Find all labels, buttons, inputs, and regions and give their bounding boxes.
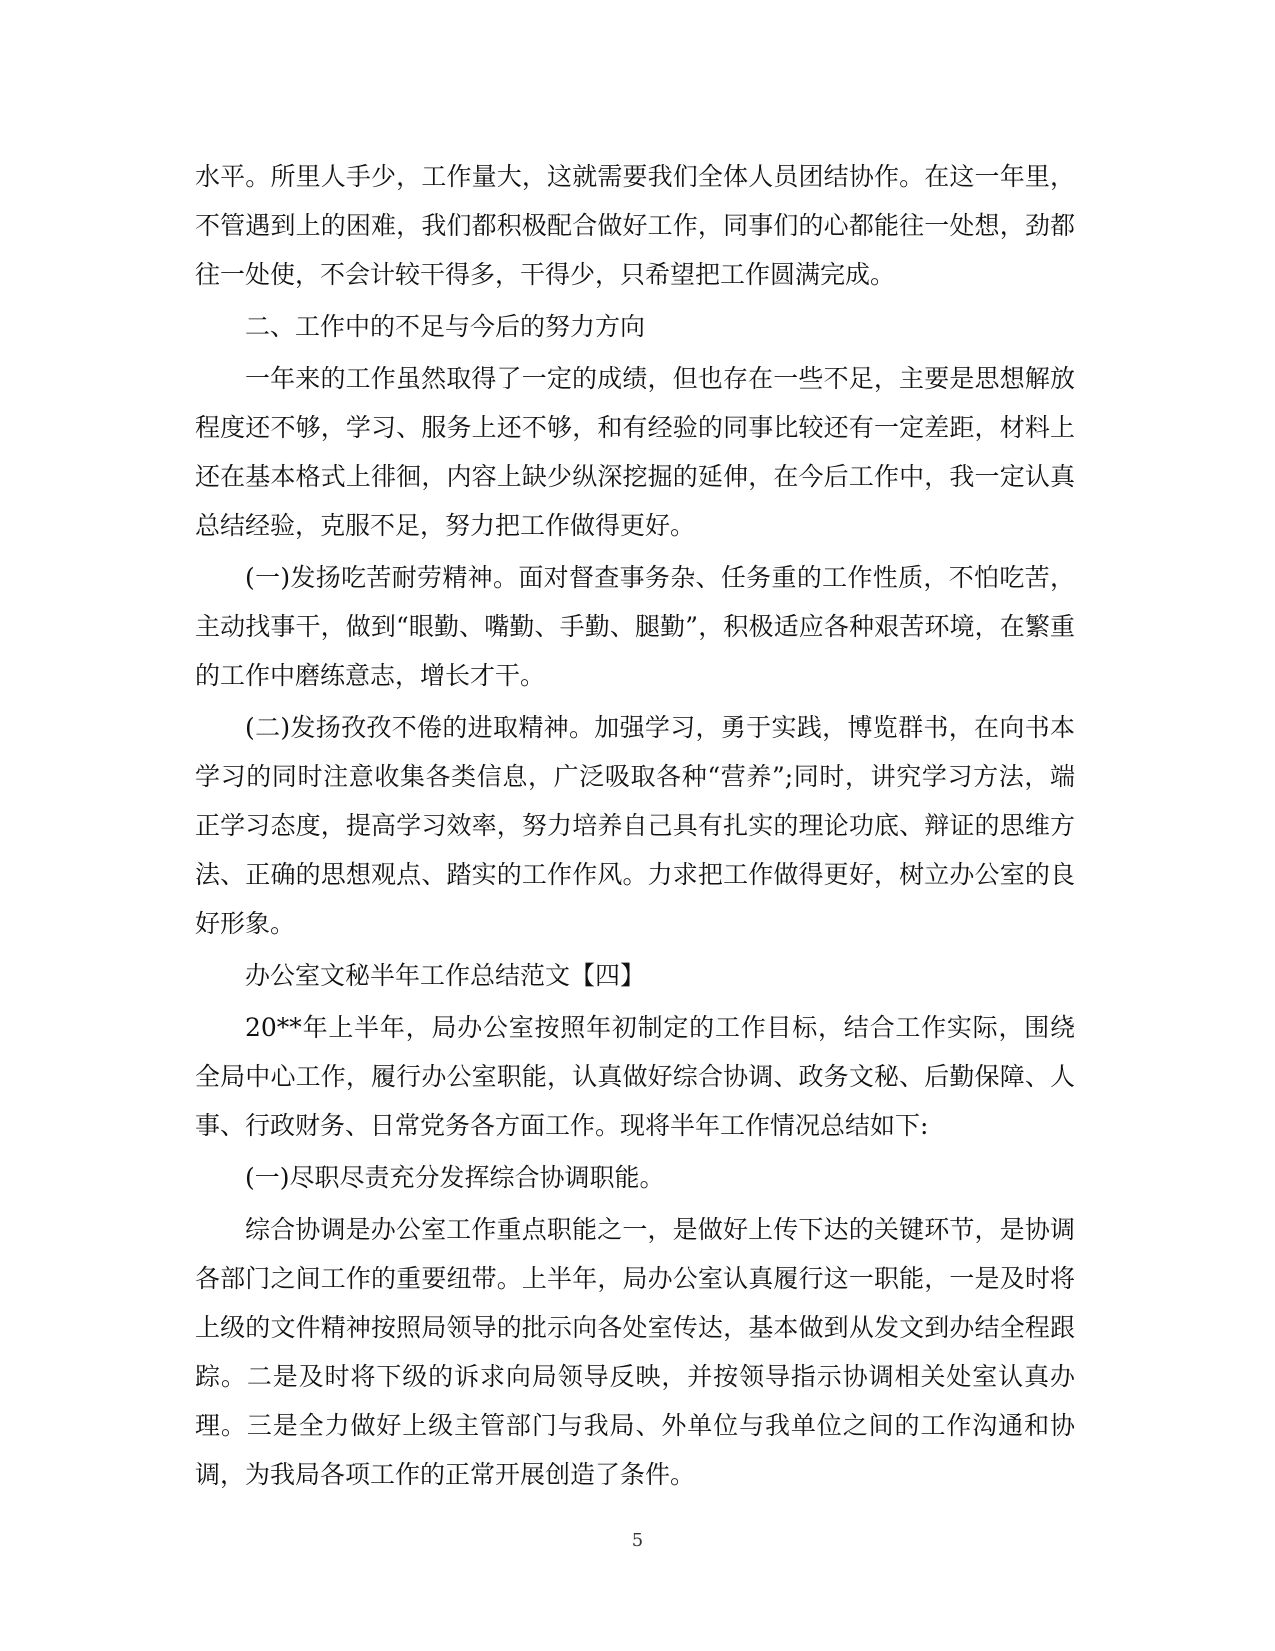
paragraph-enterprising-spirit: (二)发扬孜孜不倦的进取精神。加强学习，勇于实践，博览群书，在向书本学习的同时注意收集各类信息，广泛吸取各种“营养”;同时，讲究学习方法，端正学习态度，提高学习效率，努力培养自己具有扎实的理论功底、辩证的思维方法、正确的思想观点、踏实的工作作风。力求把工作做得更好，树立办公室的良好形象。 xyxy=(195,713,1075,938)
subheading-coordination: (一)尽职尽责充分发挥综合协调职能。 xyxy=(245,1163,665,1192)
paragraph-shortcomings: 一年来的工作虽然取得了一定的成绩，但也存在一些不足，主要是思想解放程度还不够，学习、服务上还不够，和有经验的同事比较还有一定差距，材料上还在基本格式上徘徊，内容上缺少纵深挖掘的延伸，在今后工作中，我一定认真总结经验，克服不足，努力把工作做得更好。 xyxy=(195,364,1075,540)
document-body xyxy=(195,152,1075,1502)
paragraph-half-year-intro: 20**年上半年，局办公室按照年初制定的工作目标，结合工作实际，围绕全局中心工作，履行办公室职能，认真做好综合协调、政务文秘、后勤保障、人事、行政财务、日常党务各方面工作。现将半年工作情况总结如下: xyxy=(195,1013,1075,1140)
article-title-four: 办公室文秘半年工作总结范文【四】 xyxy=(245,961,646,990)
paragraph-hardworking-spirit: (一)发扬吃苦耐劳精神。面对督查事务杂、任务重的工作性质，不怕吃苦，主动找事干，做到“眼勤、嘴勤、手勤、腿勤”，积极适应各种艰苦环境，在繁重的工作中磨练意志，增长才干。 xyxy=(195,563,1075,690)
page-number: 5 xyxy=(631,1530,644,1551)
paragraph-continuation: 水平。所里人手少，工作量大，这就需要我们全体人员团结协作。在这一年里，不管遇到上的困难，我们都积极配合做好工作，同事们的心都能往一处想，劲都往一处使，不会计较干得多，干得少，只希望把工作圆满完成。 xyxy=(195,162,1075,289)
section-heading-shortcomings: 二、工作中的不足与今后的努力方向 xyxy=(245,312,646,341)
paragraph-coordination: 综合协调是办公室工作重点职能之一，是做好上传下达的关键环节，是协调各部门之间工作的重要纽带。上半年，局办公室认真履行这一职能，一是及时将上级的文件精神按照局领导的批示向各处室传达，基本做到从发文到办结全程跟踪。二是及时将下级的诉求向局领导反映，并按领导指示协调相关处室认真办理。三是全力做好上级主管部门与我局、外单位与我单位之间的工作沟通和协调，为我局各项工作的正常开展创造了条件。 xyxy=(195,1215,1075,1489)
